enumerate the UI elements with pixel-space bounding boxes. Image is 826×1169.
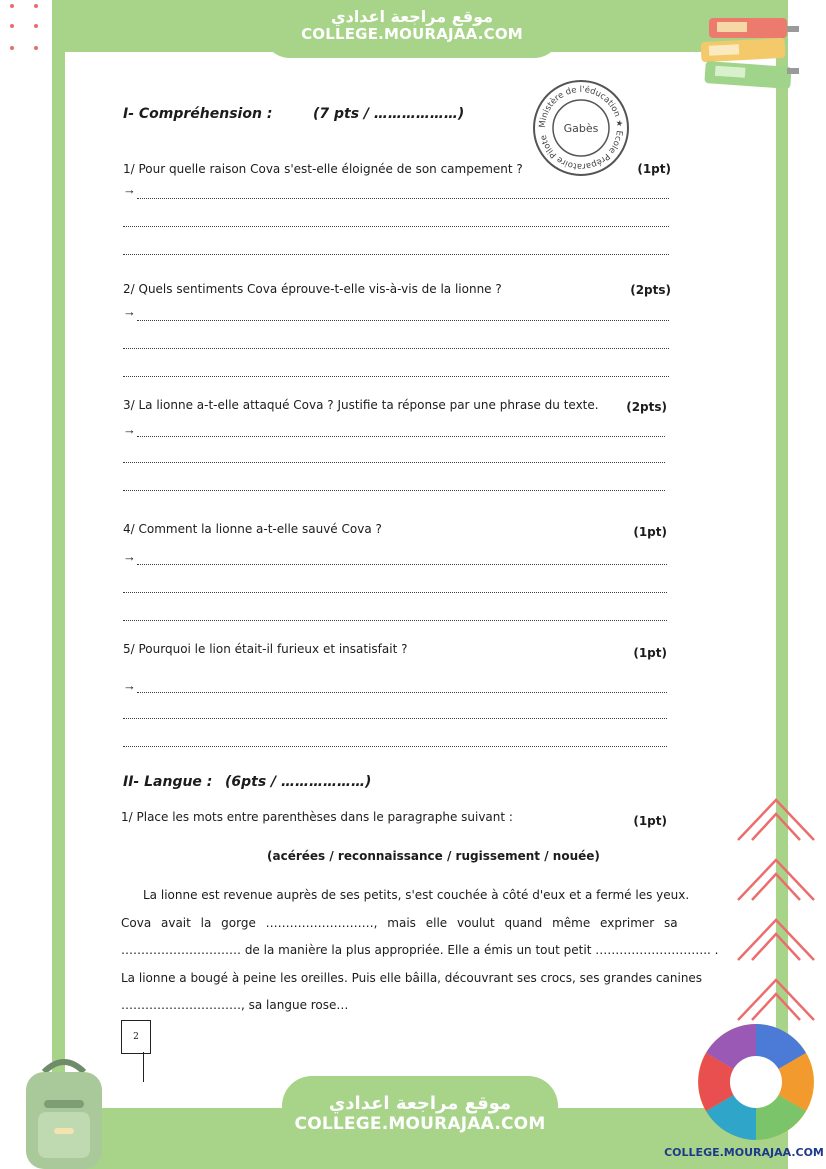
question-3: 3/ La lionne a-t-elle attaqué Cova ? Justifie ta réponse par une phrase du texte. xyxy=(123,398,599,412)
answer-line xyxy=(123,746,667,747)
answer-line xyxy=(137,564,667,565)
word-list: (acérées / reconnaissance / rugissement / nouée) xyxy=(267,849,600,863)
langue-question-1: 1/ Place les mots entre parenthèses dans le paragraphe suivant : xyxy=(121,810,513,824)
watermark-bottom-arabic: موقع مراجعة اعدادي xyxy=(328,1093,512,1114)
answer-line xyxy=(123,592,667,593)
paragraph-line-4: La lionne a bougé à peine les oreilles. Puis elle bâilla, découvrant ses crocs, ses grandes canines xyxy=(121,971,703,985)
stamp-ring-text: Ministère de l'éducation ★ Ecole Préparatoire Pilote xyxy=(537,84,625,172)
question-5-points: (1pt) xyxy=(633,646,667,660)
answer-line xyxy=(123,462,665,463)
question-4: 4/ Comment la lionne a-t-elle sauvé Cova ? xyxy=(123,522,382,536)
exam-sheet xyxy=(65,52,776,1108)
chevron-up-icons xyxy=(734,790,818,1030)
question-2: 2/ Quels sentiments Cova éprouve-t-elle vis-à-vis de la lionne ? xyxy=(123,282,502,296)
question-1-points: (1pt) xyxy=(637,162,671,176)
page-number-box xyxy=(121,1020,151,1054)
section-2-score: (6pts / ………………) xyxy=(225,774,372,790)
question-1: 1/ Pour quelle raison Cova s'est-elle éloignée de son campement ? xyxy=(123,162,523,176)
answer-line xyxy=(123,348,669,349)
answer-line xyxy=(123,620,667,621)
langue-question-1-points: (1pt) xyxy=(633,814,667,828)
answer-line xyxy=(123,226,669,227)
question-3-points: (2pts) xyxy=(626,400,667,414)
watermark-top xyxy=(262,4,562,58)
answer-line xyxy=(137,198,669,199)
brand-url: COLLEGE.MOURAJAA.COM xyxy=(664,1146,824,1159)
watermark-bottom-url: COLLEGE.MOURAJAA.COM xyxy=(294,1113,546,1134)
section-1-score: (7 pts / ………………) xyxy=(313,106,465,122)
answer-line xyxy=(123,254,669,255)
question-2-points: (2pts) xyxy=(630,283,671,297)
answer-arrow: → xyxy=(123,304,136,319)
question-4-points: (1pt) xyxy=(633,525,667,539)
watermark-top-arabic: موقع مراجعة اعدادي xyxy=(330,7,494,26)
section-1-title: I- Compréhension : xyxy=(123,106,273,122)
answer-arrow: → xyxy=(123,422,136,437)
answer-line xyxy=(123,376,669,377)
backpack-icon xyxy=(14,1052,114,1169)
answer-line xyxy=(137,692,667,693)
paragraph-line-2: Cova avait la gorge ………………………, mais elle voulut quand même exprimer sa xyxy=(121,916,678,930)
paragraph-line-1: La lionne est revenue auprès de ses petits, s'est couchée à côté d'eux et a fermé les yeux. xyxy=(143,888,690,902)
answer-arrow: → xyxy=(123,182,136,197)
frame-left-margin xyxy=(0,0,52,1169)
answer-line xyxy=(137,320,669,321)
green-frame-left xyxy=(52,0,65,1169)
watermark-top-url: COLLEGE.MOURAJAA.COM xyxy=(301,25,523,44)
stamp-center-text: Gabès xyxy=(563,122,599,135)
answer-arrow: → xyxy=(123,678,136,693)
books-icon xyxy=(695,10,805,100)
answer-line xyxy=(137,436,665,437)
page-number-tick xyxy=(143,1052,144,1082)
subjects-wheel-icon xyxy=(694,1020,818,1144)
answer-arrow: → xyxy=(123,549,136,564)
section-2-title: II- Langue : xyxy=(123,774,213,790)
school-stamp xyxy=(531,78,631,178)
paragraph-line-3: ………………………… de la manière la plus appropriée. Elle a émis un tout petit ……………………….. . xyxy=(121,943,719,957)
answer-line xyxy=(123,718,667,719)
paragraph-line-5: …………………………, sa langue rose… xyxy=(121,998,349,1012)
question-5: 5/ Pourquoi le lion était-il furieux et insatisfait ? xyxy=(123,642,408,656)
answer-line xyxy=(123,490,665,491)
watermark-bottom xyxy=(282,1076,558,1146)
page-number: 2 xyxy=(133,1032,139,1042)
